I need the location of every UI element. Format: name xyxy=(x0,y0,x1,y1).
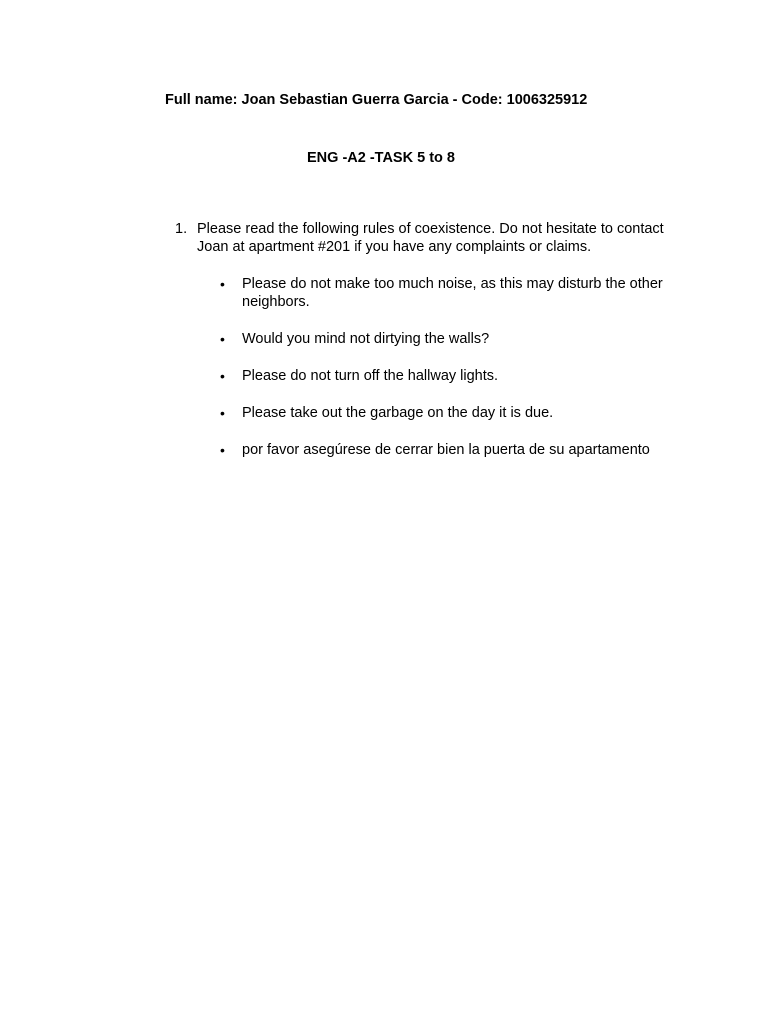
rule-item xyxy=(218,367,667,385)
bullet-icon: • xyxy=(220,368,225,384)
rule-item xyxy=(218,441,667,459)
list-item-text: Please read the following rules of coexistence. Do not hesitate to contact Joan at apartment #201 if you have any complaints or claims. xyxy=(197,221,664,255)
rules-list xyxy=(218,275,668,478)
list-item-number: 1. xyxy=(175,221,188,237)
rule-text: por favor asegúrese de cerrar bien la puerta de su apartamento xyxy=(242,442,650,458)
document-title: ENG -A2 -TASK 5 to 8 xyxy=(307,150,455,166)
rule-item xyxy=(218,404,667,422)
rule-item xyxy=(218,275,667,311)
bullet-icon: • xyxy=(220,331,225,347)
bullet-icon: • xyxy=(220,276,225,292)
rule-item xyxy=(218,330,667,348)
bullet-icon: • xyxy=(220,442,225,458)
rule-text: Would you mind not dirtying the walls? xyxy=(242,331,490,347)
bullet-icon: • xyxy=(220,405,225,421)
rule-text: Please do not make too much noise, as this may disturb the other neighbors. xyxy=(242,276,663,310)
rule-text: Please do not turn off the hallway lights. xyxy=(242,368,499,384)
student-info-line: Full name: Joan Sebastian Guerra Garcia - Code: 1006325912 xyxy=(165,92,588,108)
rule-text: Please take out the garbage on the day it is due. xyxy=(242,405,554,421)
